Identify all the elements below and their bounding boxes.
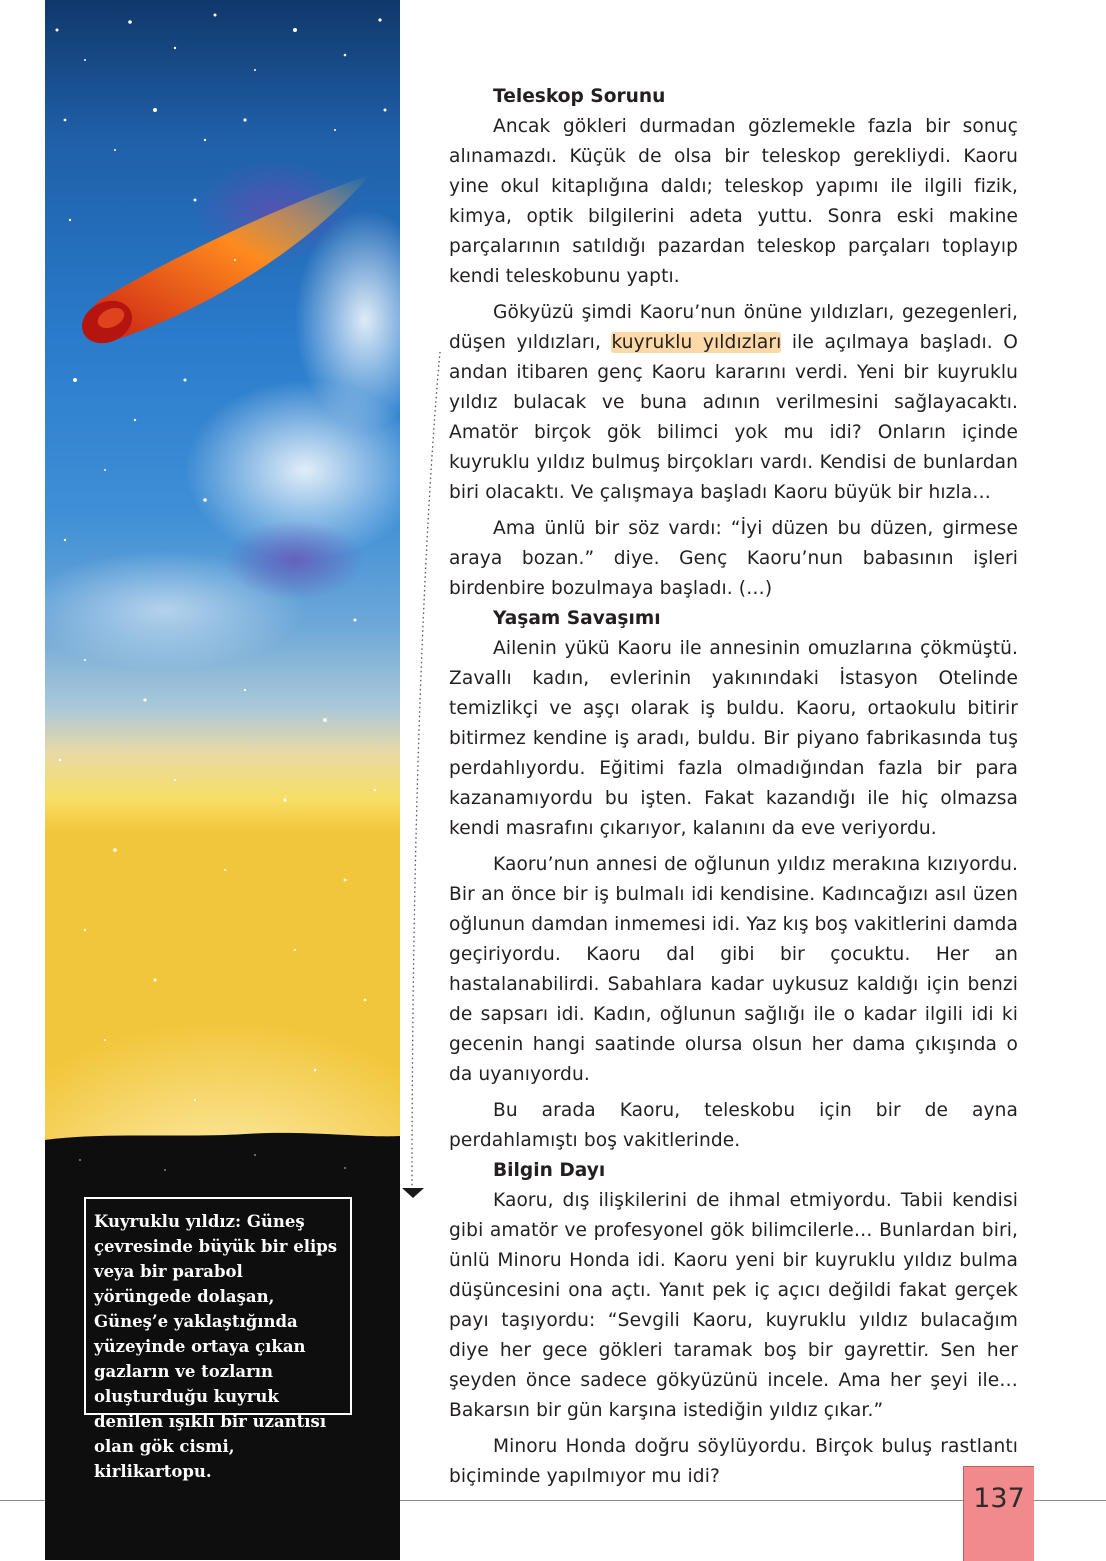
paragraph: Kaoru’nun annesi de oğlunun yıldız merakına kızıyordu. Bir an önce bir iş bulmalı idi kendisine. Kadıncağızı asıl üzen oğlunun damdan inmemesi idi. Yaz kış boş vakitlerini damda geçiriyordu. Kaoru dal gibi bir çocuktu. Her an hastalanabilirdi. Sabahlara kadar uykusuz kaldığı için benzi de sapsarı idi. Kadın, oğlunun sağlığı ile o kadar ilgili idi ki gecenin hangi saatinde olursa olsun her dama çıkışında o da uyanıyordu. bbox=[449, 854, 1018, 1085]
paragraph: Ailenin yükü Kaoru ile annesinin omuzlarına çökmüştü. Zavallı kadın, evlerinin yakınındaki İstasyon Otelinde temizlikçi ve aşçı olarak iş buldu. Kaoru, ortaokulu bitirir bitirmez kendine iş aradı, buldu. Bir piyano fabrikasında tuş perdahlıyordu. Eğitimi fazla olmadığından fazla bir para kazanamıyordu bu işten. Fakat kazandığı ile hiç olmazsa kendi masrafını çıkarıyor, kalanını da eve veriyordu. bbox=[449, 638, 1018, 839]
paragraph: Minoru Honda doğru söylüyordu. Birçok buluş rastlantı biçiminde yapılmıyor mu idi? bbox=[449, 1436, 1018, 1487]
page-number-tab bbox=[963, 1466, 1034, 1561]
page-number: 137 bbox=[973, 1483, 1025, 1514]
paragraph bbox=[449, 298, 1018, 508]
paragraph: Bu arada Kaoru, teleskobu için bir de ayna perdahlamıştı boş vakitlerinde. bbox=[449, 1100, 1018, 1151]
paragraph: Ama ünlü bir söz vardı: “İyi düzen bu düzen, girmese araya bozan.” diye. Genç Kaoru’nun babasının işleri birdenbire bozulmaya başladı. (…) bbox=[449, 518, 1018, 599]
text-run: ile açılmaya başladı. O andan itibaren genç Kaoru kararını verdi. Yeni bir kuyruklu yıldız bulacak ve buna adının verilmesini sağlayacaktı. Amatör birçok gök bilimci yok mu idi? Onların içinde kuyruklu yıldız bulmuş birçokları vardı. Kendisi de bunlardan biri olacaktı. Ve çalışmaya başladı Kaoru büyük bir hızla… bbox=[449, 332, 1018, 503]
section-heading-bilgin: Bilgin Dayı bbox=[493, 1160, 606, 1181]
text-column bbox=[449, 82, 1018, 1492]
footer-rule bbox=[400, 1500, 963, 1501]
arrow-head-icon bbox=[402, 1188, 424, 1198]
footer-rule-right bbox=[1033, 1500, 1106, 1501]
dotted-arrow-connector bbox=[400, 340, 450, 1200]
paragraph: Ancak gökleri durmadan gözlemekle fazla bir sonuç alınamazdı. Küçük de olsa bir teleskop gerekliydi. Kaoru yine okul kitaplığına daldı; teleskop yapımı ile ilgili fizik, kimya, optik bilgilerini adeta yuttu. Sonra eski makine parçalarının satıldığı pazardan teleskop parçaları toplayıp kendi teleskobunu yaptı. bbox=[449, 116, 1018, 287]
footer-rule-left bbox=[0, 1500, 45, 1501]
text-run: Gökyüzü şimdi Kaoru’nun önüne yıldızları, gezegenleri, düşen yıldızları, bbox=[449, 302, 1018, 353]
highlighted-term[interactable]: kuyruklu yıldızları bbox=[611, 332, 782, 353]
section-heading-yasam: Yaşam Savaşımı bbox=[493, 608, 661, 629]
glossary-text: Kuyruklu yıldız: Güneş çevresinde büyük bir elips veya bir parabol yörüngede dolaşan, Güneş’e yaklaştığında yüzeyinde ortaya çıkan gazların ve tozların oluşturduğu kuyruk denilen ışıklı bir uzantısı olan gök cismi, kirlikartopu. bbox=[94, 1212, 338, 1481]
section-heading-teleskop: Teleskop Sorunu bbox=[493, 86, 666, 107]
glossary-box bbox=[84, 1197, 352, 1481]
paragraph: Kaoru, dış ilişkilerini de ihmal etmiyordu. Tabii kendisi gibi amatör ve profesyonel gök bilimcilerle… Bunlardan biri, ünlü Minoru Honda idi. Kaoru yeni bir kuyruklu yıldız bulma düşüncesini ona açtı. Yanıt pek iç açıcı değildi fakat gerçek payı taşıyordu: “Sevgili Kaoru, kuyruklu yıldız bulacağım diye her gece gökleri taramak boş bir gayrettir. Sen her şeyden önce sadece gökyüzünü incele. Ama her şeyi ile… Bakarsın bir gün karşına istediğin yıldız çıkar.” bbox=[449, 1190, 1018, 1421]
